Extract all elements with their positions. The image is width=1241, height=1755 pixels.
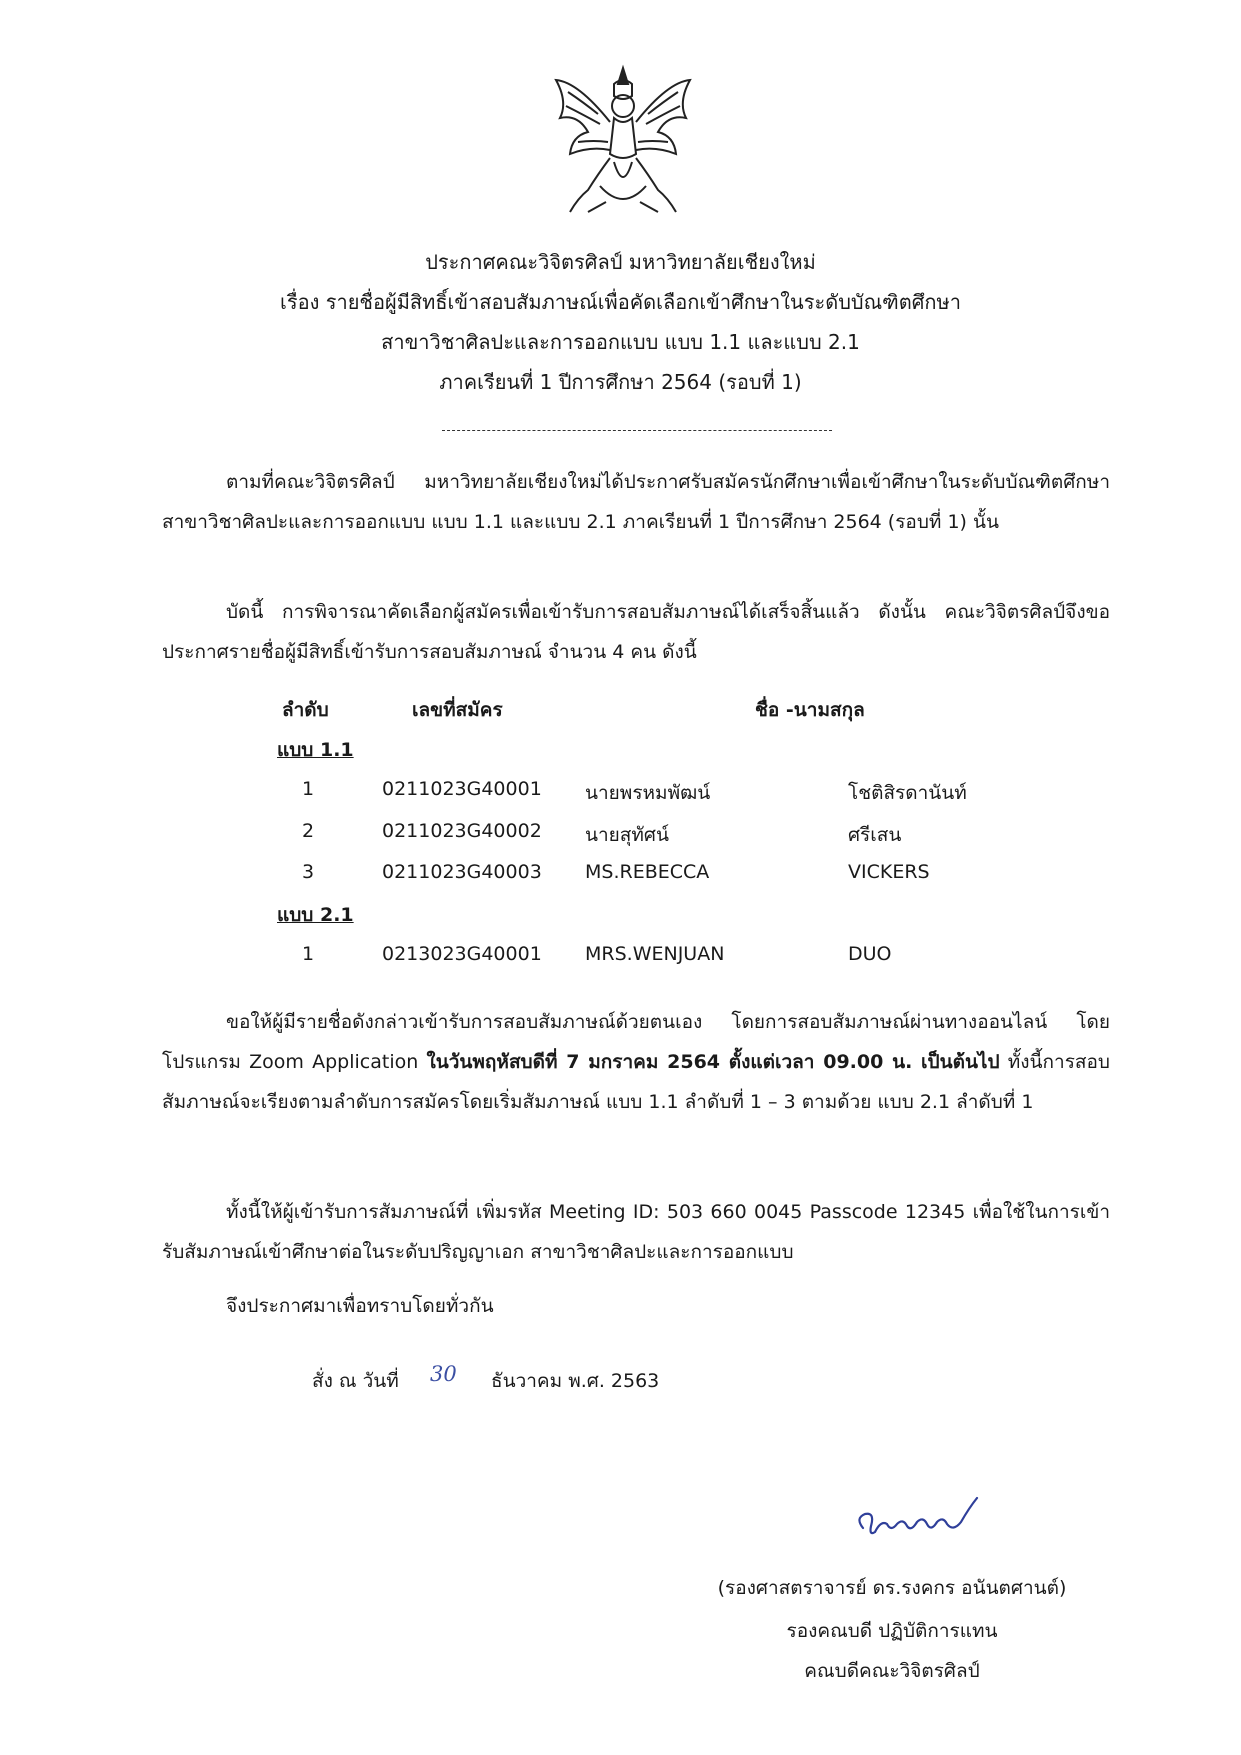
table-row-no: 1: [302, 943, 315, 965]
heading-line-3: สาขาวิชาศิลปะและการออกแบบ แบบ 1.1 และแบบ 2.1: [381, 330, 860, 354]
heading-line-1: ประกาศคณะวิจิตรศิลป์ มหาวิทยาลัยเชียงใหม่: [425, 250, 816, 274]
interview-date-text: ในวันพฤหัสบดีที่ 7 มกราคม 2564 ตั้งแต่เวลา 09.00 น. เป็นต้นไป: [426, 1051, 1000, 1073]
heading-line-4: ภาคเรียนที่ 1 ปีการศึกษา 2564 (รอบที่ 1): [439, 370, 802, 394]
paragraph-interview: [162, 1002, 1110, 1122]
signatory-position-2: คณบดีคณะวิจิตรศิลป์: [804, 1660, 980, 1682]
table-row-no: 1: [302, 778, 315, 800]
date-prefix: สั่ง ณ วันที่: [312, 1370, 399, 1392]
signature-icon: [845, 1488, 995, 1548]
separator-line: [442, 430, 832, 431]
table-row-last: VICKERS: [848, 861, 930, 883]
table-header-app-no: เลขที่สมัคร: [412, 699, 503, 721]
signatory-position-1: รองคณบดี ปฏิบัติการแทน: [786, 1620, 998, 1642]
table-row-last: โชติสิรดานันท์: [848, 782, 967, 804]
date-day-handwritten: 30: [430, 1362, 457, 1386]
table-row-app: 0211023G40002: [382, 820, 542, 842]
table-row-first: MS.REBECCA: [585, 861, 710, 883]
table-row-app: 0211023G40001: [382, 778, 542, 800]
date-month-year: ธันวาคม พ.ศ. 2563: [491, 1370, 660, 1392]
garuda-emblem-icon: [548, 62, 698, 224]
table-row-app: 0211023G40003: [382, 861, 542, 883]
table-row-first: นายสุทัศน์: [585, 824, 669, 846]
table-row-first: นายพรหมพัฒน์: [585, 782, 711, 804]
table-header-name: ชื่อ -นามสกุล: [755, 699, 865, 721]
group-label-1-1: แบบ 1.1: [277, 739, 354, 761]
table-header-order: ลำดับ: [282, 699, 329, 721]
paragraph-interview-text-b: ทั้งนี้การสอบสัมภาษณ์จะเรียงตามลำดับการสมัครโดยเริ่มสัมภาษณ์ แบบ 1.1 ลำดับที่ 1 – 3 ตามด้วย แบบ 2.1 ลำดับที่ 1: [162, 1051, 1110, 1113]
group-label-2-1: แบบ 2.1: [277, 904, 354, 926]
paragraph-meeting-id: ทั้งนี้ให้ผู้เข้ารับการสัมภาษณ์ที่ เพิ่มรหัส Meeting ID: 503 660 0045 Passcode 12345 เพื่อใช้ในการเข้ารับสัมภาษณ์เข้าศึกษาต่อในระดับปริญญาเอก สาขาวิชาศิลปะและการออกแบบ: [162, 1201, 1110, 1263]
table-row-first: MRS.WENJUAN: [585, 943, 725, 965]
table-row-no: 2: [302, 820, 315, 842]
table-row-app: 0213023G40001: [382, 943, 542, 965]
paragraph-interview-text-a: ขอให้ผู้มีรายชื่อดังกล่าวเข้ารับการสอบสัมภาษณ์ด้วยตนเอง โดยการสอบสัมภาษณ์ผ่านทางออนไลน์ โดยโปรแกรม Zoom Application: [162, 1011, 1110, 1073]
table-row-last: ศรีเสน: [848, 824, 902, 846]
table-row-no: 3: [302, 861, 315, 883]
heading-line-2: เรื่อง รายชื่อผู้มีสิทธิ์เข้าสอบสัมภาษณ์เพื่อคัดเลือกเข้าศึกษาในระดับบัณฑิตศึกษา: [280, 290, 961, 314]
paragraph-selection: บัดนี้ การพิจารณาคัดเลือกผู้สมัครเพื่อเข้ารับการสอบสัมภาษณ์ได้เสร็จสิ้นแล้ว ดังนั้น คณะวิจิตรศิลป์จึงขอประกาศรายชื่อผู้มีสิทธิ์เข้ารับการสอบสัมภาษณ์ จำนวน 4 คน ดังนี้: [162, 601, 1110, 663]
table-row-last: DUO: [848, 943, 892, 965]
paragraph-closing: จึงประกาศมาเพื่อทราบโดยทั่วกัน: [226, 1295, 494, 1317]
paragraph-announcement: ตามที่คณะวิจิตรศิลป์ มหาวิทยาลัยเชียงใหม่ได้ประกาศรับสมัครนักศึกษาเพื่อเข้าศึกษาในระดับบัณฑิตศึกษา สาขาวิชาศิลปะและการออกแบบ แบบ 1.1 และแบบ 2.1 ภาคเรียนที่ 1 ปีการศึกษา 2564 (รอบที่ 1) นั้น: [162, 471, 1110, 533]
signatory-name: (รองศาสตราจารย์ ดร.รงคกร อนันตศานต์): [717, 1577, 1067, 1599]
